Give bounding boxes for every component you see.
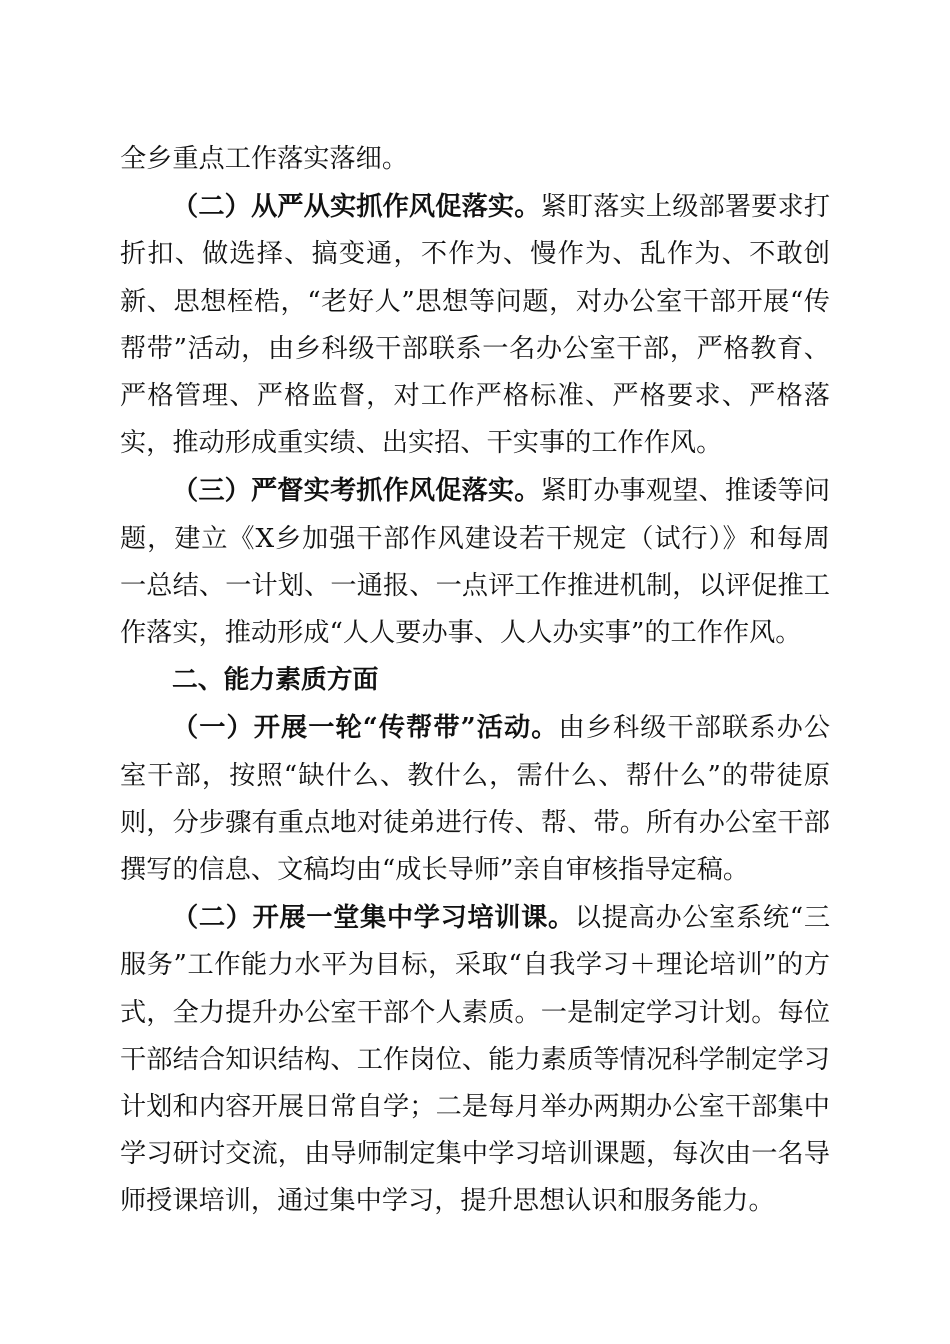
paragraph-lead: （一）开展一轮“传帮带”活动。: [172, 712, 559, 744]
paragraph-text: 紧盯落实上级部署要求打折扣、做选择、搞变通，不作为、慢作为、乱作为、不敢创新、思想桎梏，“老好人”思想等问题，对办公室干部开展“传帮带”活动，由乡科级干部联系一名办公室干部，严格教育、严格管理、严格监督，对工作严格标准、严格要求、严格落实，推动形成重实绩、出实招、干实事的工作作风。: [120, 192, 831, 459]
paragraph-text: 全乡重点工作落实落细。: [120, 144, 409, 174]
paragraph-text: 由乡科级干部联系办公室干部，按照“缺什么、教什么，需什么、帮什么”的带徒原则，分步骤有重点地对徒弟进行传、帮、带。所有办公室干部撰写的信息、文稿均由“成长导师”亲自审核指导定稿。: [120, 713, 831, 886]
paragraph-text: 以提高办公室系统“三服务”工作能力水平为目标，采取“自我学习＋理论培训”的方式，全力提升办公室干部个人素质。一是制定学习计划。每位干部结合知识结构、工作岗位、能力素质等情况科学制定学习计划和内容开展日常自学；二是每月举办两期办公室干部集中学习研讨交流，由导师制定集中学习培训课题，每次由一名导师授课培训，通过集中学习，提升思想认识和服务能力。: [120, 903, 831, 1217]
paragraph-lead: （三）严督实考抓作风促落实。: [172, 475, 541, 507]
document-body: [120, 136, 830, 1226]
paragraph-lead: （二）从严从实抓作风促落实。: [172, 191, 541, 223]
paragraph-work-style-strict: [120, 183, 830, 467]
paragraph-text: 紧盯办事观望、推诿等问题，建立《X乡加强干部作风建设若干规定（试行）》和每周一总结、一计划、一通报、一点评工作推进机制，以评促推工作落实，推动形成“人人要办事、人人办实事”的工作作风。: [120, 476, 831, 649]
paragraph-mentoring: [120, 704, 830, 894]
paragraph-continuation: [120, 136, 830, 183]
section-heading-ability: 二、能力素质方面: [172, 665, 379, 696]
paragraph-lead: （二）开展一堂集中学习培训课。: [172, 902, 575, 934]
paragraph-work-style-supervision: [120, 467, 830, 657]
paragraph-training: [120, 894, 830, 1225]
